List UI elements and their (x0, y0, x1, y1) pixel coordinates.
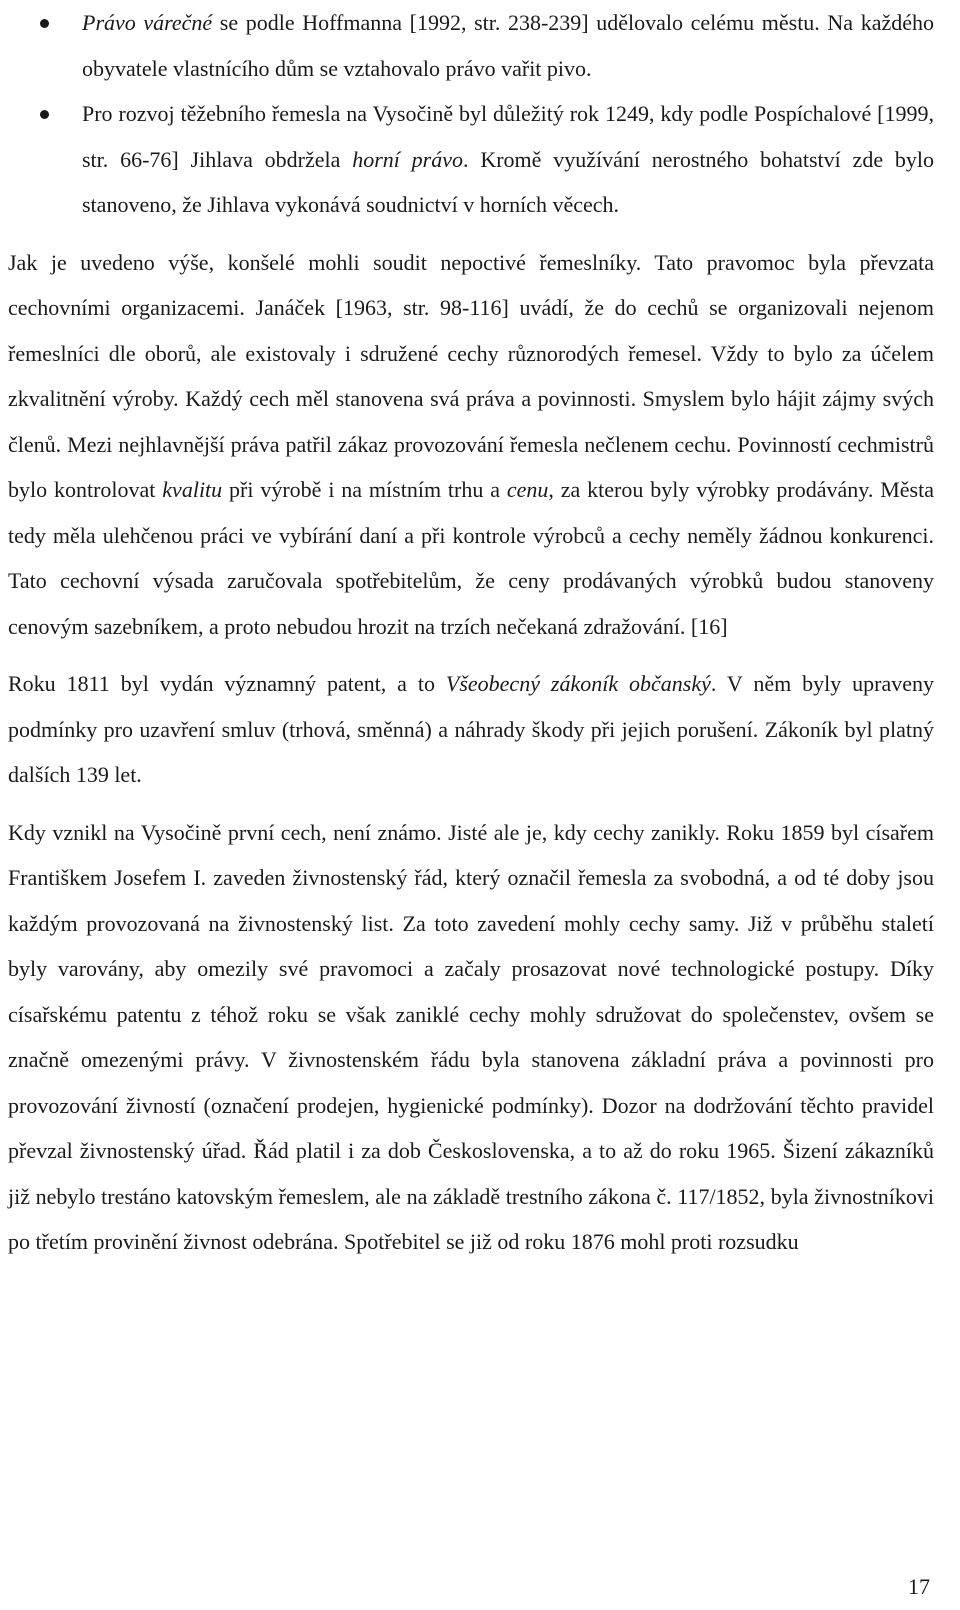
paragraph-zakonik (8, 661, 934, 798)
paragraph-text: Jak je uvedeno výše, konšelé mohli soudit nepoctivé řemeslníky. Tato pravomoc byla převzata cechovními organizacemi. Janáček [1963, str. 98-116] uvádí, že do cechů se organizovali nejenom řemeslníci dle oborů, ale existovaly i sdružené cechy různorodých řemesel. Vždy to bylo za účelem zkvalitnění výroby. Každý cech měl stanovena svá práva a povinnosti. Smyslem bylo hájit zájmy svých členů. Mezi nejhlavnější práva patřil zákaz provozování řemesla nečlenem cechu. Povinností cechmistrů bylo kontrolovat (8, 249, 934, 502)
bullet-dot-icon (40, 110, 49, 119)
bullet-list (8, 0, 934, 228)
italic-term: Právo várečné (82, 10, 213, 35)
bullet-text: se podle Hoffmanna [1992, str. 238-239] udělovalo celému městu. Na každého obyvatele vlastnícího dům se vztahovalo právo vařit pivo. (82, 10, 934, 81)
paragraph-text: při výrobě i na místním trhu a (222, 477, 507, 502)
paragraph-text: , za kterou byly výrobky prodávány. Města tedy měla ulehčenou práci ve vybírání daní a při kontrole výrobců a cechy neměly žádnou konkurenci. Tato cechovní výsada zaručovala spotřebitelům, že ceny prodávaných výrobků budou stanoveny cenovým sazebníkem, a proto nebudou hrozit na trzích nečekaná zdražování. [16] (8, 477, 934, 639)
italic-term: Všeobecný zákoník občanský (445, 671, 711, 696)
bullet-text: Pro rozvoj těžebního řemesla na Vysočině byl důležitý rok 1249, kdy podle Pospíchalové [1999, str. 66-76] Jihlava obdržela (82, 101, 934, 172)
bullet-item-horni-pravo (8, 91, 934, 228)
paragraph-text: Roku 1811 byl vydán významný patent, a to (8, 671, 446, 696)
paragraph-text: . V něm byly upraveny podmínky pro uzavření smluv (trhová, směnná) a náhrady škody při jejich porušení. Zákoník byl platný dalších 139 let. (8, 671, 935, 787)
bullet-text: . Kromě využívání nerostného bohatství zde bylo stanoveno, že Jihlava vykonává soudnictví v horních věcech. (82, 146, 935, 217)
page-content (8, 0, 934, 1265)
italic-term: cenu (506, 477, 549, 502)
page-number: 17 (908, 1574, 930, 1599)
bullet-dot-icon (40, 19, 49, 28)
paragraph-cechy (8, 240, 934, 650)
italic-term: kvalitu (162, 477, 223, 502)
paragraph-zivnostensky-rad: Kdy vznikl na Vysočině první cech, není známo. Jisté ale je, kdy cechy zanikly. Roku 1859 byl císařem Františkem Josefem I. zaveden živnostenský řád, který označil řemesla za svobodná, a od té doby jsou každým provozovaná na živnostenský list. Za toto zavedení mohly cechy samy. Již v průběhu staletí byly varovány, aby omezily své pravomoci a začaly prosazovat nové technologické postupy. Díky císařskému patentu z téhož roku se však zaniklé cechy mohly sdružovat do společenstev, ovšem se značně omezenými právy. V živnostenském řádu byla stanovena základní práva a povinnosti pro provozování živností (označení prodejen, hygienické podmínky). Dozor na dodržování těchto pravidel převzal živnostenský úřad. Řád platil i za dob Československa, a to až do roku 1965. Šizení zákazníků již nebylo trestáno katovským řemeslem, ale na základě trestního zákona č. 117/1852, byla živnostníkovi po třetím provinění živnost odebrána. Spotřebitel se již od roku 1876 mohl proti rozsudku (8, 819, 934, 1254)
bullet-item-pravo-varecne (8, 0, 934, 91)
italic-term: horní právo (352, 146, 464, 172)
